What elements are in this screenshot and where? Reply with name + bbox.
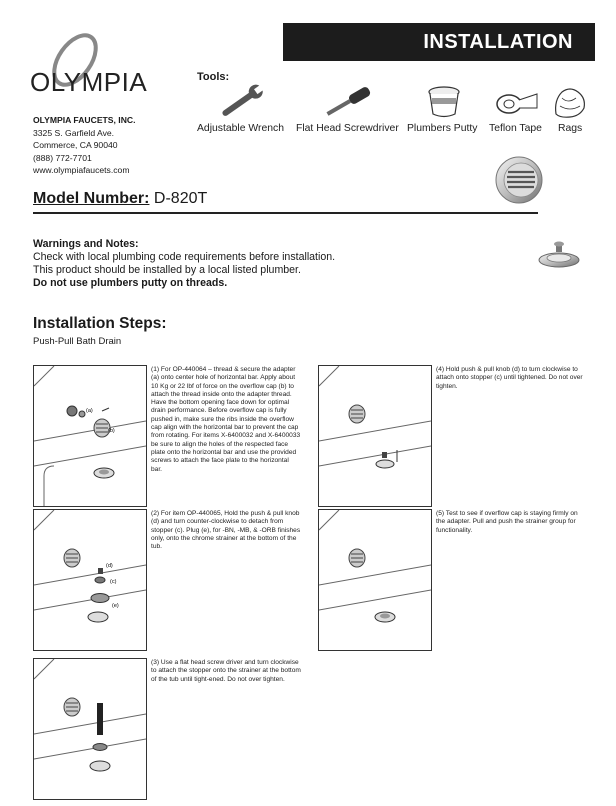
step-4-text: (4) Hold push & pull knob (d) to turn clockwise to attach onto stopper (c) until tightened. Do not over tighten.	[436, 366, 583, 390]
adjustable-wrench-icon	[215, 84, 267, 120]
label-e: (e)	[112, 603, 119, 609]
installation-steps-subtitle: Push-Pull Bath Drain	[33, 336, 122, 347]
label-c: (c)	[110, 579, 117, 585]
tool-label-rags: Rags	[558, 123, 583, 134]
warnings-title: Warnings and Notes:	[33, 238, 139, 250]
tools-title: Tools:	[197, 71, 230, 83]
installation-steps-title: Installation Steps:	[33, 315, 167, 332]
warnings-section	[33, 238, 335, 290]
step-3-text: (3) Use a flat head screw driver and turn clockwise to attach the stopper onto the strainer at the bottom of the tub until tight-ened. Do not over tighten.	[151, 659, 301, 683]
tool-label-teflon-tape: Teflon Tape	[489, 123, 542, 134]
model-number-value: D-820T	[153, 190, 208, 207]
company-website: www.olympiafaucets.com	[33, 165, 130, 176]
step-4-diagram	[318, 365, 432, 507]
step-3-diagram	[33, 658, 147, 800]
teflon-tape-icon	[495, 88, 539, 118]
step-2-text: (2) For item OP-440065, Hold the push & pull knob (d) and turn counter-clockwise to detach from stopper (c). Plug (e), for -BN, -MB, & -ORB finishes only, onto the chrome strainer at the bottom of the tub.	[151, 510, 301, 551]
company-logo: OLYMPIA	[30, 67, 148, 97]
tool-label-plumbers-putty: Plumbers Putty	[407, 123, 478, 134]
step-1-text: (1) For OP-440064 – thread & secure the adapter (a) onto center hole of horizontal bar. Apply about 10 Kg or 22 lbf of force on the overflow cap (b) to attach the thread inside onto the adapter thread. Have the bottom opening face down for optimal drain performance. Before overflow cap is fully pushed in, make sure the ribs inside the overflow cap align with the horizontal bar to prevent the cap from rotating. For items X-6400032 and X-6400033 be sure to align the holes of the respected face plate onto the horizontal bar and use the provided screws to attach the face plate to the horizontal bar.	[151, 366, 301, 473]
model-number	[33, 190, 207, 208]
tool-label-flat-head-screwdriver: Flat Head Screwdriver	[296, 123, 399, 134]
company-info	[33, 114, 136, 177]
overflow-cap-product-image	[490, 152, 546, 206]
company-phone: (888) 772-7701	[33, 152, 92, 163]
model-number-label: Model Number:	[33, 190, 150, 207]
model-divider	[33, 212, 538, 214]
company-name: OLYMPIA FAUCETS, INC.	[33, 115, 136, 125]
company-address-line2: Commerce, CA 90040	[33, 140, 118, 151]
label-d: (d)	[106, 563, 113, 569]
warning-line-2: This product should be installed by a local listed plumber.	[33, 264, 301, 276]
label-a: (a)	[86, 408, 93, 414]
step-5-text: (5) Test to see if overflow cap is staying firmly on the adapter. Pull and push the strainer group for functionality.	[436, 510, 578, 534]
plumbers-putty-icon	[425, 84, 463, 120]
step-5-diagram	[318, 509, 432, 651]
warning-line-3: Do not use plumbers putty on threads.	[33, 277, 228, 289]
label-b: (b)	[108, 428, 115, 434]
flat-head-screwdriver-icon	[322, 84, 378, 118]
page-banner: INSTALLATION	[283, 23, 595, 61]
tool-label-adjustable-wrench: Adjustable Wrench	[197, 123, 285, 134]
rags-icon	[550, 84, 590, 120]
warning-line-1: Check with local plumbing code requirements before installation.	[33, 251, 336, 263]
step-2-diagram	[33, 509, 147, 651]
stopper-product-image	[536, 240, 582, 274]
company-address-line1: 3325 S. Garfield Ave.	[33, 127, 115, 138]
step-1-diagram	[33, 365, 147, 507]
